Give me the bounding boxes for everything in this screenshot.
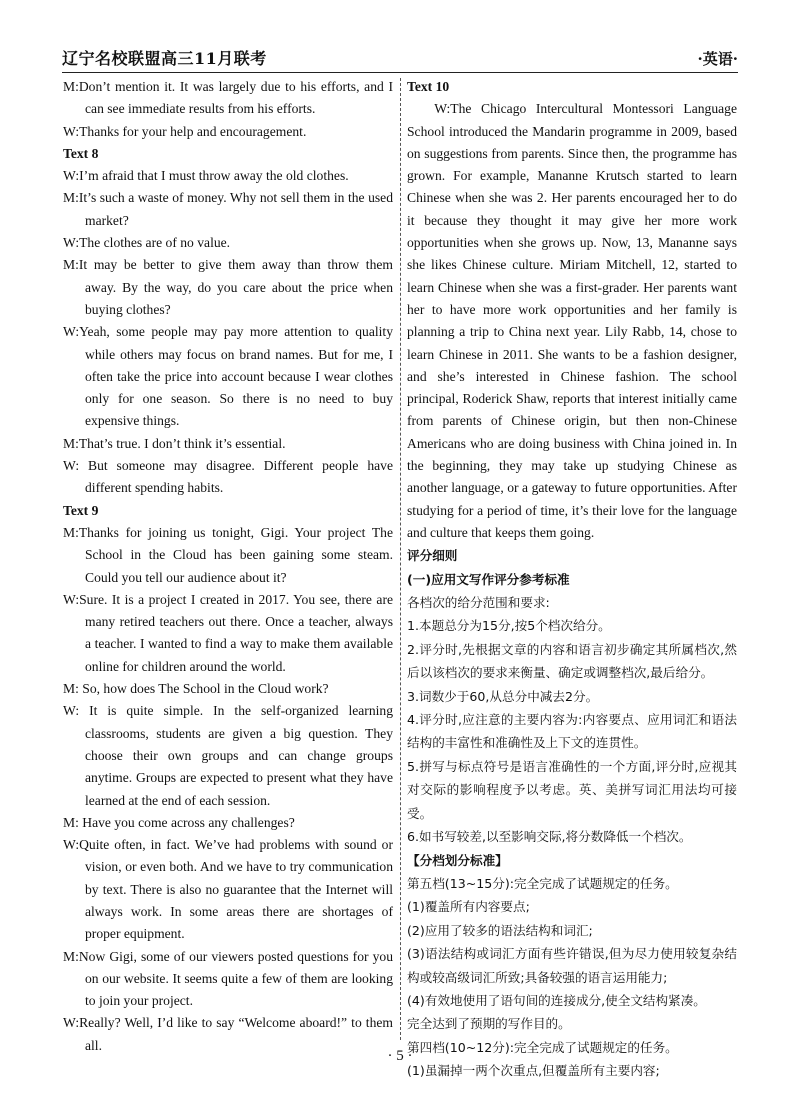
dialogue-line: W:Thanks for your help and encouragement. bbox=[63, 123, 307, 139]
page-header bbox=[62, 46, 738, 73]
tier-heading: 【分档划分标准】 bbox=[407, 852, 508, 868]
tier4-title: 第四档(10~12分):完全完成了试题规定的任务。 bbox=[407, 1039, 678, 1055]
dialogue-line: W:Yeah, some people may pay more attention to quality while others may focus on brand names. But for me, I often take the price into account because I wear clothes only for one season. So there is no need to buy expensive things. bbox=[63, 324, 393, 429]
scoring-rule: 5.拼写与标点符号是语言准确性的一个方面,评分时,应视其对交际的影响程度予以考虑。英、美拼写词汇用法均可接受。 bbox=[407, 758, 737, 821]
dialogue-line: M:It’s such a waste of money. Why not sell them in the used market? bbox=[63, 190, 393, 228]
dialogue-line: W:Sure. It is a project I created in 2017. You see, there are many retired teachers out there. Once a teacher, always a teacher. I wanted to find a way to make them available online for children around the world. bbox=[63, 591, 393, 674]
scoring-rule: 2.评分时,先根据文章的内容和语言初步确定其所属档次,然后以该档次的要求来衡量、确定或调整档次,最后给分。 bbox=[407, 641, 737, 681]
dialogue-line: W:Really? Well, I’d like to say “Welcome aboard!” to them all. bbox=[63, 1015, 393, 1053]
dialogue-line: M:Now Gigi, some of our viewers posted questions for you on our website. It seems quite a few of them are looking to join your project. bbox=[63, 948, 393, 1009]
scoring-rule: 4.评分时,应注意的主要内容为:内容要点、应用词汇和语法结构的丰富性和准确性及上下文的连贯性。 bbox=[407, 712, 737, 751]
tier5-item: 完全达到了预期的写作目的。 bbox=[407, 1016, 571, 1032]
subject-label: ·英语· bbox=[697, 50, 738, 68]
right-column bbox=[407, 76, 737, 1083]
text10-paragraph: W:The Chicago Intercultural Montessori Language School introduced the Mandarin programme in 2009, based on suggestions from parents. Since then, the programme has grown. For example, Mananne Krutsch started to learn Chinese when she was 2. Her parents encouraged her to do it because they thought it may give her more work opportunities when she grows up. Now, 13, Mananne says she likes Chinese culture. Miriam Mitchell, 12, started to learn Chinese when she was a first-grader. Her parents want her to have more work opportunities and her family is planning a trip to China next year. Lily Rabb, 14, chose to learn Chinese in 2011. She wants to be a fashion designer, and she’s interested in Chinese fashion. The school principal, Roderick Shaw, reports that interest initially came from parents of Chinese origin, but then non-Chinese Americans who are doing business with China joined in. In the beginning, they may take up studying Chinese as another language, or a gateway to future opportunities. After studying for a period of time, it’s their love for the language and culture that keeps them going. bbox=[407, 101, 737, 540]
dialogue-line: W:The clothes are of no value. bbox=[63, 235, 231, 251]
dialogue-line: M:Don’t mention it. It was largely due to his efforts, and I can see immediate results from his efforts. bbox=[63, 79, 393, 117]
tier5-title: 第五档(13~15分):完全完成了试题规定的任务。 bbox=[407, 875, 678, 891]
dialogue-line: M:Thanks for joining us tonight, Gigi. Your project The School in the Cloud has been gaining some steam. Could you tell our audience about it? bbox=[63, 524, 393, 585]
dialogue-line: M:That’s true. I don’t think it’s essential. bbox=[63, 435, 286, 451]
text9-title: Text 9 bbox=[63, 502, 99, 518]
tier5-item: (3)语法结构或词汇方面有些许错误,但为尽力使用较复杂结构或较高级词汇所致;具备较强的语言运用能力; bbox=[407, 946, 737, 985]
tier5-item: (2)应用了较多的语法结构和词汇; bbox=[407, 922, 593, 938]
exam-title: 辽宁名校联盟高三11月联考 bbox=[62, 49, 267, 68]
tier4-item: (1)虽漏掉一两个次重点,但覆盖所有主要内容; bbox=[407, 1063, 660, 1079]
scoring-rule: 1.本题总分为15分,按5个档次给分。 bbox=[407, 618, 611, 634]
text10-title: Text 10 bbox=[407, 79, 450, 94]
dialogue-line: W:Quite often, in fact. We’ve had problems with sound or vision, or even both. And we have to try communication by text. There is also no guarantee that the Internet will always work. In some areas there are shortages of proper equipment. bbox=[63, 837, 393, 942]
tier5-item: (1)覆盖所有内容要点; bbox=[407, 899, 530, 915]
dialogue-line: W:I’m afraid that I must throw away the old clothes. bbox=[63, 168, 349, 184]
scoring-title: 评分细则 bbox=[407, 548, 458, 564]
left-column bbox=[63, 76, 393, 1057]
scoring-intro: 各档次的给分范围和要求: bbox=[407, 595, 550, 611]
scoring-subtitle: (一)应用文写作评分参考标准 bbox=[407, 571, 570, 587]
dialogue-line: W: But someone may disagree. Different people have different spending habits. bbox=[63, 458, 393, 496]
dialogue-line: M:It may be better to give them away than throw them away. By the way, do you care about the price when buying clothes? bbox=[63, 257, 393, 317]
dialogue-line: W: It is quite simple. In the self-organized learning classrooms, students are given a big question. They choose their own groups and can change groups anytime. Groups are expected to present what they have learned at the end of each session. bbox=[63, 703, 393, 808]
dialogue-line: M: Have you come across any challenges? bbox=[63, 814, 295, 830]
tier5-item: (4)有效地使用了语句间的连接成分,使全文结构紧凑。 bbox=[407, 992, 706, 1008]
dialogue-line: M: So, how does The School in the Cloud work? bbox=[63, 681, 329, 697]
page-number: · 5 · bbox=[387, 1048, 413, 1064]
scoring-rule: 6.如书写较差,以至影响交际,将分数降低一个档次。 bbox=[407, 829, 692, 845]
scoring-rule: 3.词数少于60,从总分中减去2分。 bbox=[407, 688, 599, 704]
column-divider bbox=[400, 78, 401, 1040]
text8-title: Text 8 bbox=[63, 145, 99, 161]
